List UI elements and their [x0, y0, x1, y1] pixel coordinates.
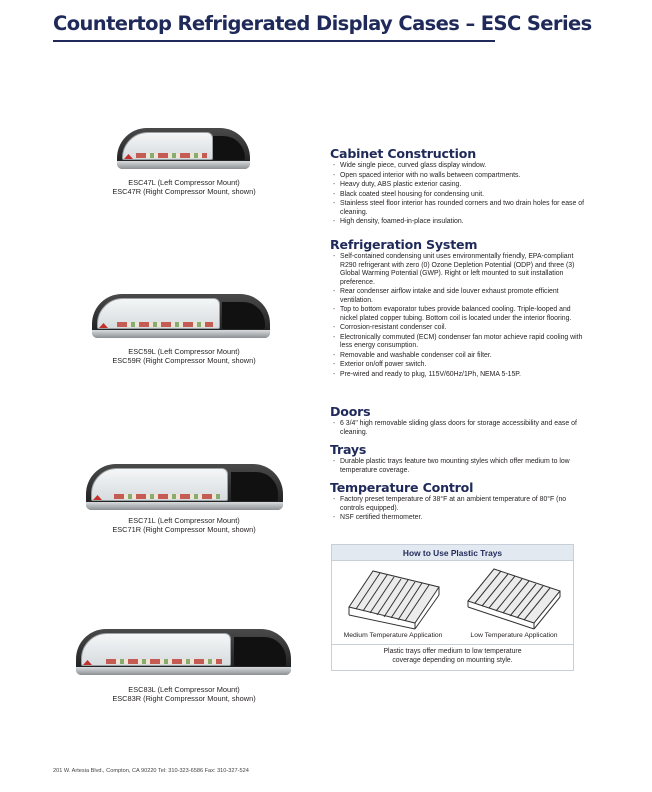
tray-low-icon [464, 565, 564, 631]
right-model-label: ESC71R (Right Compressor Mount, shown) [112, 525, 256, 534]
display-case-image-esc71 [86, 464, 283, 510]
medium-temp-label: Medium Temperature Application [343, 632, 443, 639]
list-item: - Top to bottom evaporator tubes provide balanced cooling. Triple-looped and nickel plated copper tubing. Bottom coil is located under the interior flooring. [330, 306, 585, 323]
right-model-label: ESC47R (Right Compressor Mount, shown) [112, 187, 256, 196]
left-model-label: ESC71L (Left Compressor Mount) [128, 516, 240, 525]
medium-temp-tray-figure [334, 565, 452, 639]
left-model-label: ESC83L (Left Compressor Mount) [128, 685, 240, 694]
section-temperature-control [330, 481, 585, 524]
list-item: - Durable plastic trays feature two mounting styles which offer medium to low temperature coverage. [330, 458, 585, 475]
section-heading: Cabinet Construction [330, 146, 476, 161]
section-trays [330, 443, 585, 476]
list-item: - Open spaced interior with no walls between compartments. [330, 172, 585, 181]
list-item: - Factory preset temperature of 38°F at an ambient temperature of 80°F (no controls equipped). [330, 496, 585, 513]
right-model-label: ESC59R (Right Compressor Mount, shown) [112, 356, 256, 365]
trays-note-line-1: Plastic trays offer medium to low temperature [383, 648, 522, 655]
section-heading: Refrigeration System [330, 237, 478, 252]
section-heading: Trays [330, 442, 367, 457]
left-model-label: ESC59L (Left Compressor Mount) [128, 347, 240, 356]
left-model-label: ESC47L (Left Compressor Mount) [128, 178, 240, 187]
section-cabinet-construction [330, 147, 585, 228]
section-heading: Temperature Control [330, 480, 474, 495]
tray-medium-icon [343, 565, 443, 631]
trays-box-heading: How to Use Plastic Trays [332, 545, 573, 561]
low-temp-label: Low Temperature Application [470, 632, 558, 639]
list-item: - NSF certified thermometer. [330, 514, 585, 523]
list-item: - Stainless steel floor interior has rounded corners and two drain holes for ease of cleaning. [330, 200, 585, 217]
list-item: - Corrosion-resistant condenser coil. [330, 324, 585, 333]
right-model-label: ESC83R (Right Compressor Mount, shown) [112, 694, 256, 703]
list-item: - Wide single piece, curved glass display window. [330, 162, 585, 171]
product-caption-esc83 [69, 685, 299, 703]
product-caption-esc47 [69, 178, 299, 196]
list-item: - 6 3/4" high removable sliding glass doors for storage accessibility and ease of cleaning. [330, 420, 585, 437]
section-doors [330, 405, 585, 438]
list-item: - Rear condenser airflow intake and side louver exhaust promote efficient ventilation. [330, 288, 585, 305]
list-item: - Exterior on/off power switch. [330, 361, 585, 370]
list-item: - High density, foamed-in-place insulation. [330, 218, 585, 227]
list-item: - Electronically commuted (ECM) condenser fan motor achieve rapid cooling with less energy consumption. [330, 334, 585, 351]
product-caption-esc71 [69, 516, 299, 534]
list-item: - Black coated steel housing for condensing unit. [330, 191, 585, 200]
display-case-image-esc47 [117, 128, 250, 169]
section-heading: Doors [330, 404, 371, 419]
plastic-trays-box [331, 544, 574, 671]
page-title: Countertop Refrigerated Display Cases – ESC Series [53, 12, 592, 35]
list-item: - Pre-wired and ready to plug, 115V/60Hz/1Ph, NEMA 5-15P. [330, 371, 585, 380]
list-item: - Self-contained condensing unit uses environmentally friendly, EPA-compliant R290 refrigerant with zero (0) Ozone Depletion Potential (ODP) and three (3) Global Warming Potential (GWP). Right or left mounted to suit installation preference. [330, 253, 585, 287]
list-item: - Heavy duty, ABS plastic exterior casing. [330, 181, 585, 190]
trays-note [332, 648, 573, 665]
list-item: - Removable and washable condenser coil air filter. [330, 352, 585, 361]
product-caption-esc59 [69, 347, 299, 365]
display-case-image-esc83 [76, 629, 291, 675]
title-divider [53, 40, 495, 42]
footer-contact: 201 W. Artesia Blvd., Compton, CA 90220 Tel: 310-323-6586 Fax: 310-327-524 [53, 768, 249, 774]
display-case-image-esc59 [92, 294, 270, 338]
trays-note-line-2: coverage depending on mounting style. [392, 656, 513, 664]
section-refrigeration-system [330, 238, 585, 380]
low-temp-tray-figure [455, 565, 573, 639]
